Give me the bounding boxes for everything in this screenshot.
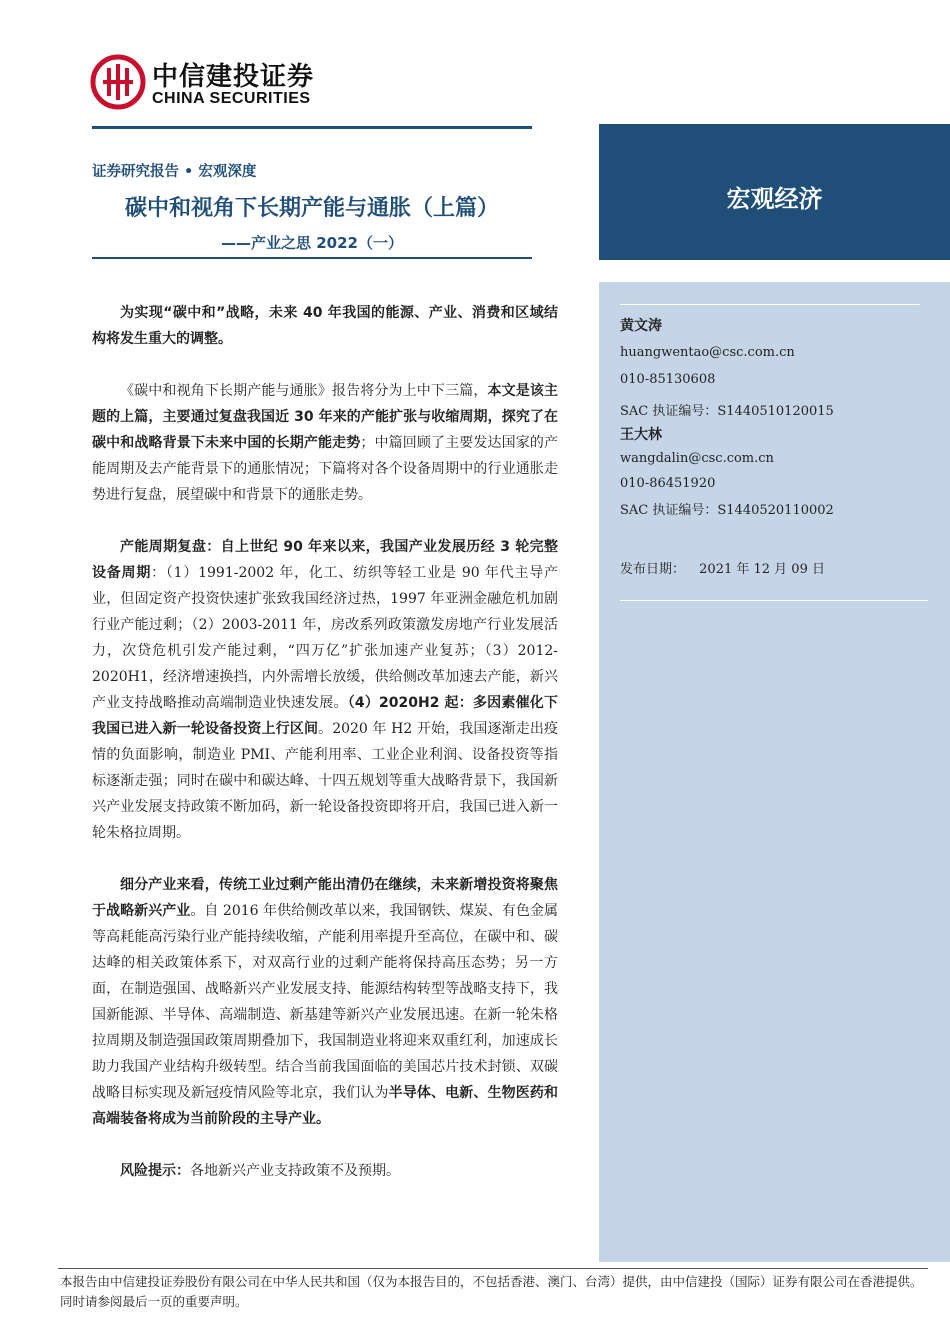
summary-text: ；中篇回顾了主要发达国家的产能周期及去产能背景下的通胀情况；下篇将对各个设备周期中的行业通胀走势进行复盘，展望碳中和背景下的通胀走势。	[92, 435, 558, 503]
company-logo	[88, 50, 348, 116]
risk-warning-label: 风险提示：	[120, 1163, 190, 1179]
footer-disclaimer: 本报告由中信建投证券股份有限公司在中华人民共和国（仅为本报告目的，不包括香港、澳门、台湾）提供，由中信建投（国际）证券有限公司在香港提供。同时请参阅最后一页的重要声明。	[60, 1274, 923, 1309]
risk-warning-text: 各地新兴产业支持政策不及预期。	[190, 1163, 400, 1179]
summary-paragraph	[92, 534, 558, 846]
publish-date-value: 2021 年 12 月 09 日	[699, 562, 825, 577]
category-banner	[599, 124, 950, 260]
report-type: 证券研究报告 • 宏观深度	[92, 164, 257, 180]
csc-logo-icon	[90, 54, 146, 110]
analyst-email: huangwentao@csc.com.cn	[620, 345, 795, 360]
brand-name-en: CHINA SECURITIES	[152, 90, 311, 107]
header-top-divider	[92, 126, 532, 129]
publish-date	[620, 558, 825, 577]
analyst-sidebar	[599, 282, 950, 1262]
summary-paragraph	[92, 872, 558, 1132]
publish-date-label: 发布日期：	[620, 562, 686, 577]
summary-text-bold: （4）2020H2 起：多因素催化下我国已进入新一轮设备投资上行区间	[92, 695, 558, 737]
summary-text: ：（1）1991-2002 年，化工、纺织等轻工业是 90 年代主导产业，但固定资产投资快速扩张致我国经济过热，1997 年亚洲金融危机加剧行业产能过剩；（2）2003-2011 年，房改系列政策激发房地产行业发展活力，次贷危机引发产能过剩，“四万亿”扩张加速产业复苏；（3）2012-2020H1，经济增速换挡，内外需增长放缓，供给侧改革加速去产能，新兴产业支持战略推动高端制造业快速发展。	[92, 565, 559, 711]
header-bottom-divider	[92, 257, 532, 259]
report-summary	[92, 300, 558, 1210]
summary-text-bold: 产能周期复盘：自上世纪 90 年来以来，我国产业发展历经 3 轮完整设备周期	[92, 539, 558, 581]
sidebar-bottom-divider	[620, 600, 928, 601]
analyst-license: SAC 执证编号：S1440520110002	[620, 503, 834, 518]
analyst-phone: 010-85130608	[620, 372, 716, 387]
brand-name-cn: 中信建投证券	[152, 62, 315, 92]
risk-warning	[92, 1158, 558, 1184]
summary-text: 。自 2016 年供给侧改革以来，我国钢铁、煤炭、有色金属等高耗能高污染行业产能持续收缩，产能利用率提升至高位，在碳中和、碳达峰的相关政策体系下，对双高行业的过剩产能将保持高压态势；另一方面，在制造强国、战略新兴产业发展支持、能源结构转型等战略支持下，我国新能源、半导体、高端制造、新基建等新兴产业发展迅速。在新一轮朱格拉周期及制造强国政策周期叠加下，我国制造业将迎来双重红利，加速成长助力我国产业结构升级转型。结合当前我国面临的美国芯片技术封锁、双碳战略目标实现及新冠疫情风险等北京，我们认为	[92, 903, 559, 1101]
analyst-name: 黄文涛	[620, 318, 662, 334]
footer-divider	[58, 1268, 928, 1269]
analyst-phone: 010-86451920	[620, 476, 716, 491]
analyst-name: 王大林	[620, 427, 662, 443]
report-title: 碳中和视角下长期产能与通胀（上篇）	[124, 196, 499, 221]
summary-text-bold: 本文是该主题的上篇，主要通过复盘我国近 30 年来的产能扩张与收缩周期，探究了在碳中和战略背景下未来中国的长期产能走势	[92, 383, 559, 451]
summary-paragraph	[92, 378, 558, 508]
sidebar-top-divider	[620, 304, 920, 305]
summary-text: 《碳中和视角下长期产能与通胀》报告将分为上中下三篇，	[120, 383, 488, 399]
summary-text: 。2020 年 H2 开始，我国逐渐走出疫情的负面影响，制造业 PMI、产能利用率、工业企业利润、设备投资等指标逐渐走强；同时在碳中和碳达峰、十四五规划等重大战略背景下，我国新兴产业发展支持政策不断加码，新一轮设备投资即将开启，我国已进入新一轮朱格拉周期。	[92, 721, 558, 841]
report-subtitle: ——产业之思 2022（一）	[221, 234, 403, 252]
summary-text-bold: 半导体、电新、生物医药和高端装备将成为当前阶段的主导产业。	[92, 1085, 558, 1127]
summary-text-bold: 细分产业来看，传统工业过剩产能出清仍在继续，未来新增投资将聚焦于战略新兴产业	[92, 877, 558, 919]
analyst-email: wangdalin@csc.com.cn	[620, 451, 774, 466]
analyst-license: SAC 执证编号：S1440510120015	[620, 404, 834, 419]
category-label: 宏观经济	[726, 185, 823, 213]
summary-paragraph	[92, 300, 558, 352]
summary-paragraph-bold: 为实现“碳中和”战略，未来 40 年我国的能源、产业、消费和区域结构将发生重大的调整。	[92, 305, 558, 347]
